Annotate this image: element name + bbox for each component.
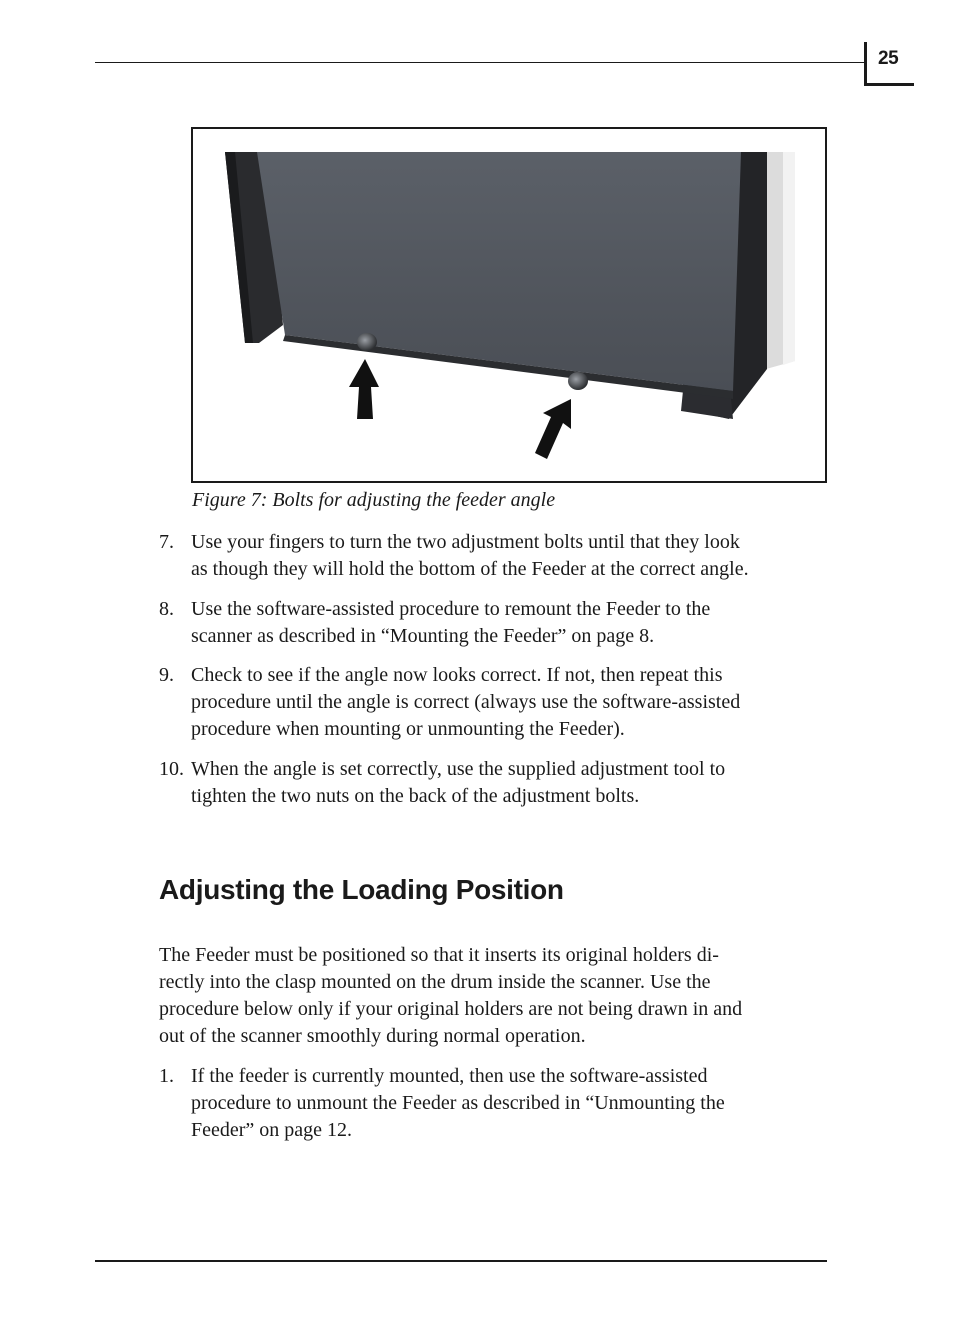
text-line: Check to see if the angle now looks correct. If not, then repeat this	[191, 664, 723, 686]
arrow-up-icon	[349, 359, 379, 419]
text-line: Use your fingers to turn the two adjustment bolts until that they look	[191, 531, 740, 553]
section-heading: Adjusting the Loading Position	[159, 874, 564, 905]
text-line: If the feeder is currently mounted, then use the software-assisted	[191, 1065, 708, 1087]
footer-rule	[95, 1260, 827, 1262]
text-line: rectly into the clasp mounted on the drum inside the scanner. Use the	[159, 971, 711, 993]
header-rule	[95, 62, 865, 63]
feeder-bolts-illustration	[193, 129, 825, 481]
text-line: When the angle is set correctly, use the supplied adjustment tool to	[191, 758, 726, 780]
list-number: 1.	[159, 1065, 174, 1087]
text-line: tighten the two nuts on the back of the adjustment bolts.	[191, 785, 640, 807]
text-line: procedure when mounting or unmounting the Feeder).	[191, 718, 625, 740]
list-text	[191, 1063, 831, 1144]
list-text	[191, 662, 831, 743]
feeder-panel	[257, 152, 741, 391]
text-line: as though they will hold the bottom of the Feeder at the correct angle.	[191, 558, 749, 580]
text-line: procedure to unmount the Feeder as described in “Unmounting the	[191, 1092, 725, 1114]
arrow-up-right-icon	[535, 399, 571, 459]
figure-frame	[191, 127, 827, 483]
text-line: Feeder” on page 12.	[191, 1119, 353, 1141]
page-number: 25	[878, 48, 899, 69]
list-number: 8.	[159, 598, 174, 620]
figure-caption: Figure 7: Bolts for adjusting the feeder angle	[192, 489, 556, 511]
adjustment-bolt-right	[568, 372, 588, 390]
list-number: 7.	[159, 531, 174, 553]
text-line: Use the software-assisted procedure to remount the Feeder to the	[191, 598, 711, 620]
text-line: The Feeder must be positioned so that it inserts its original holders di-	[159, 944, 719, 966]
text-line: procedure below only if your original holders are not being drawn in and	[159, 998, 743, 1020]
list-number: 9.	[159, 664, 174, 686]
text-line: scanner as described in “Mounting the Feeder” on page 8.	[191, 625, 655, 647]
text-line: out of the scanner smoothly during normal operation.	[159, 1025, 586, 1047]
text-line: procedure until the angle is correct (always use the software-assisted	[191, 691, 741, 713]
list-text	[191, 596, 831, 650]
list-number: 10.	[159, 758, 184, 780]
list-text	[191, 529, 831, 583]
section-paragraph	[159, 942, 829, 1050]
adjustment-bolt-left	[357, 333, 377, 351]
list-text	[191, 756, 831, 810]
